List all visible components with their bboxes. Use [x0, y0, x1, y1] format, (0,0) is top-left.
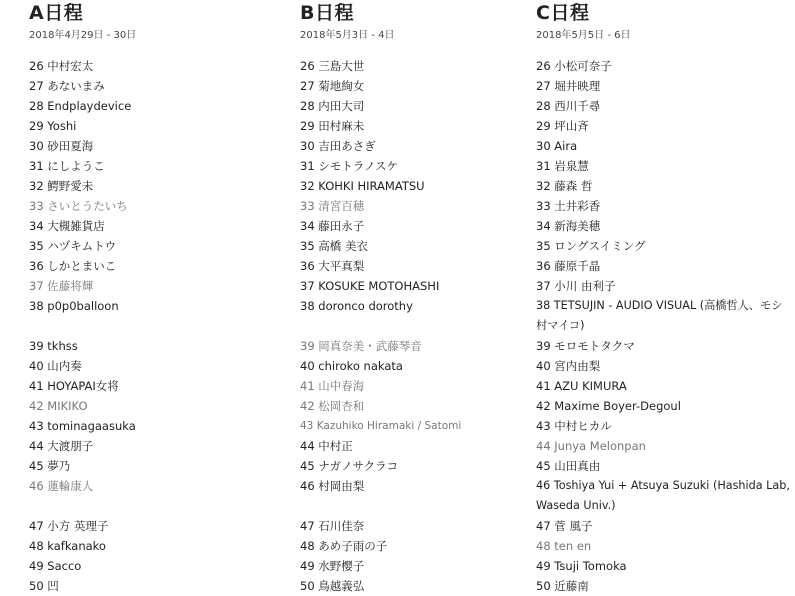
list-item: 30 吉田あさぎ: [300, 139, 376, 153]
list-item: 39 tkhss: [29, 339, 78, 353]
schedule-title-b: B日程: [300, 2, 354, 24]
schedule-date-b: 2018年5月3日 - 4日: [300, 30, 395, 41]
schedule-title-c: C日程: [536, 2, 590, 24]
list-item: 28 内田大司: [300, 99, 365, 113]
list-item: 33 さいとうたいち: [29, 199, 128, 213]
list-item: 38 doronco dorothy: [300, 299, 413, 313]
list-item: 50 凹: [29, 579, 59, 593]
list-item: 42 松岡杏和: [300, 399, 365, 413]
list-item: 31 岩泉慧: [536, 159, 589, 173]
schedule-column-a: [29, 0, 279, 596]
list-item: 26 中村宏太: [29, 59, 94, 73]
list-item: 41 HOYAPAI女将: [29, 379, 119, 393]
list-item: 46 蓮輪康人: [29, 479, 94, 493]
list-item: 46 村岡由梨: [300, 479, 365, 493]
list-item: 45 夢乃: [29, 459, 71, 473]
list-item: 39 モロモトタクマ: [536, 339, 635, 353]
list-item: 44 中村正: [300, 439, 353, 453]
list-item: 28 西川千尋: [536, 99, 601, 113]
list-item: 32 鰐野愛未: [29, 179, 94, 193]
list-item: 44 大渡朋子: [29, 439, 94, 453]
list-item: 34 藤田永子: [300, 219, 365, 233]
list-item: 50 近藤南: [536, 579, 589, 593]
list-item: 48 kafkanako: [29, 539, 106, 553]
list-item: 43 tominagaasuka: [29, 419, 136, 433]
list-item: 33 土井彩香: [536, 199, 601, 213]
list-item: 35 ロングスイミング: [536, 239, 646, 253]
list-item: 31 シモトラノスケ: [300, 159, 398, 173]
schedule-column-c: [536, 0, 791, 596]
list-item: 34 大槻雑貨店: [29, 219, 105, 233]
list-item: 26 小松可奈子: [536, 59, 612, 73]
list-item: 50 鳥越義弘: [300, 579, 365, 593]
list-item: 47 小方 英理子: [29, 519, 109, 533]
list-item: 41 AZU KIMURA: [536, 379, 627, 393]
list-item: 48 あめ子雨の子: [300, 539, 388, 553]
schedule-date-c: 2018年5月5日 - 6日: [536, 30, 631, 41]
list-item: 28 Endplaydevice: [29, 99, 132, 113]
list-item: 38 p0p0balloon: [29, 299, 119, 313]
schedule-title-a: A日程: [29, 2, 84, 24]
list-spacer: [300, 496, 525, 516]
list-spacer: [300, 316, 525, 336]
list-item: 49 Sacco: [29, 559, 82, 573]
list-item: 44 Junya Melonpan: [536, 439, 646, 453]
list-item: 36 藤原千晶: [536, 259, 601, 273]
list-item: 42 MIKIKO: [29, 399, 88, 413]
list-item: 26 三島大世: [300, 59, 365, 73]
list-item: 49 Tsuji Tomoka: [536, 559, 627, 573]
list-item: 29 田村麻未: [300, 119, 365, 133]
list-item: 27 菊地絢女: [300, 79, 365, 93]
list-item: 45 山田真由: [536, 459, 601, 473]
list-item: 40 chiroko nakata: [300, 359, 403, 373]
list-item: 32 KOHKI HIRAMATSU: [300, 179, 425, 193]
list-item: 38 TETSUJIN - AUDIO VISUAL (高橋哲人、モシ村マイコ): [536, 299, 783, 332]
list-item: 48 ten en: [536, 539, 592, 553]
list-item: 37 小川 由利子: [536, 279, 616, 293]
list-item: 27 堀井映理: [536, 79, 601, 93]
artist-list-b: [300, 56, 525, 596]
list-item: 42 Maxime Boyer-Degoul: [536, 399, 681, 413]
list-item: 30 Aira: [536, 139, 578, 153]
list-item: 49 水野樱子: [300, 559, 365, 573]
list-item: 37 KOSUKE MOTOHASHI: [300, 279, 440, 293]
list-item: 47 石川佳奈: [300, 519, 365, 533]
list-item: 33 清宮百穂: [300, 199, 365, 213]
list-item: 36 大平真梨: [300, 259, 365, 273]
list-item: 37 佐藤将輝: [29, 279, 94, 293]
list-item: 43 中村ヒカル: [536, 419, 612, 433]
list-item: 40 山内奏: [29, 359, 82, 373]
list-spacer: [29, 496, 279, 516]
list-item: 36 しかとまいこ: [29, 259, 117, 273]
list-item: 45 ナガノサクラコ: [300, 459, 399, 473]
list-item: 40 宮内由梨: [536, 359, 601, 373]
list-item: 39 岡真奈美・武藤琴音: [300, 339, 422, 353]
list-item: 29 Yoshi: [29, 119, 77, 133]
artist-list-a: [29, 56, 279, 596]
list-item: 34 新海美穂: [536, 219, 601, 233]
list-spacer: [29, 316, 279, 336]
list-item: 32 藤森 哲: [536, 179, 593, 193]
schedule-column-b: [300, 0, 525, 596]
artist-list-c: [536, 56, 791, 596]
list-item: 29 坪山斉: [536, 119, 589, 133]
list-item: 41 山中春海: [300, 379, 365, 393]
list-item: 35 ハヅキムトウ: [29, 239, 117, 253]
list-item: 35 高橋 美衣: [300, 239, 368, 253]
list-item: 30 砂田夏海: [29, 139, 94, 153]
list-item: 31 にしようこ: [29, 159, 105, 173]
list-item: 46 Toshiya Yui + Atsuya Suzuki (Hashida Lab, Waseda Univ.): [536, 479, 790, 512]
list-item: 27 あないまみ: [29, 79, 105, 93]
list-item: 43 Kazuhiko Hiramaki / Satomi: [300, 420, 462, 432]
schedule-date-a: 2018年4月29日 - 30日: [29, 30, 137, 41]
list-item: 47 菅 風子: [536, 519, 593, 533]
